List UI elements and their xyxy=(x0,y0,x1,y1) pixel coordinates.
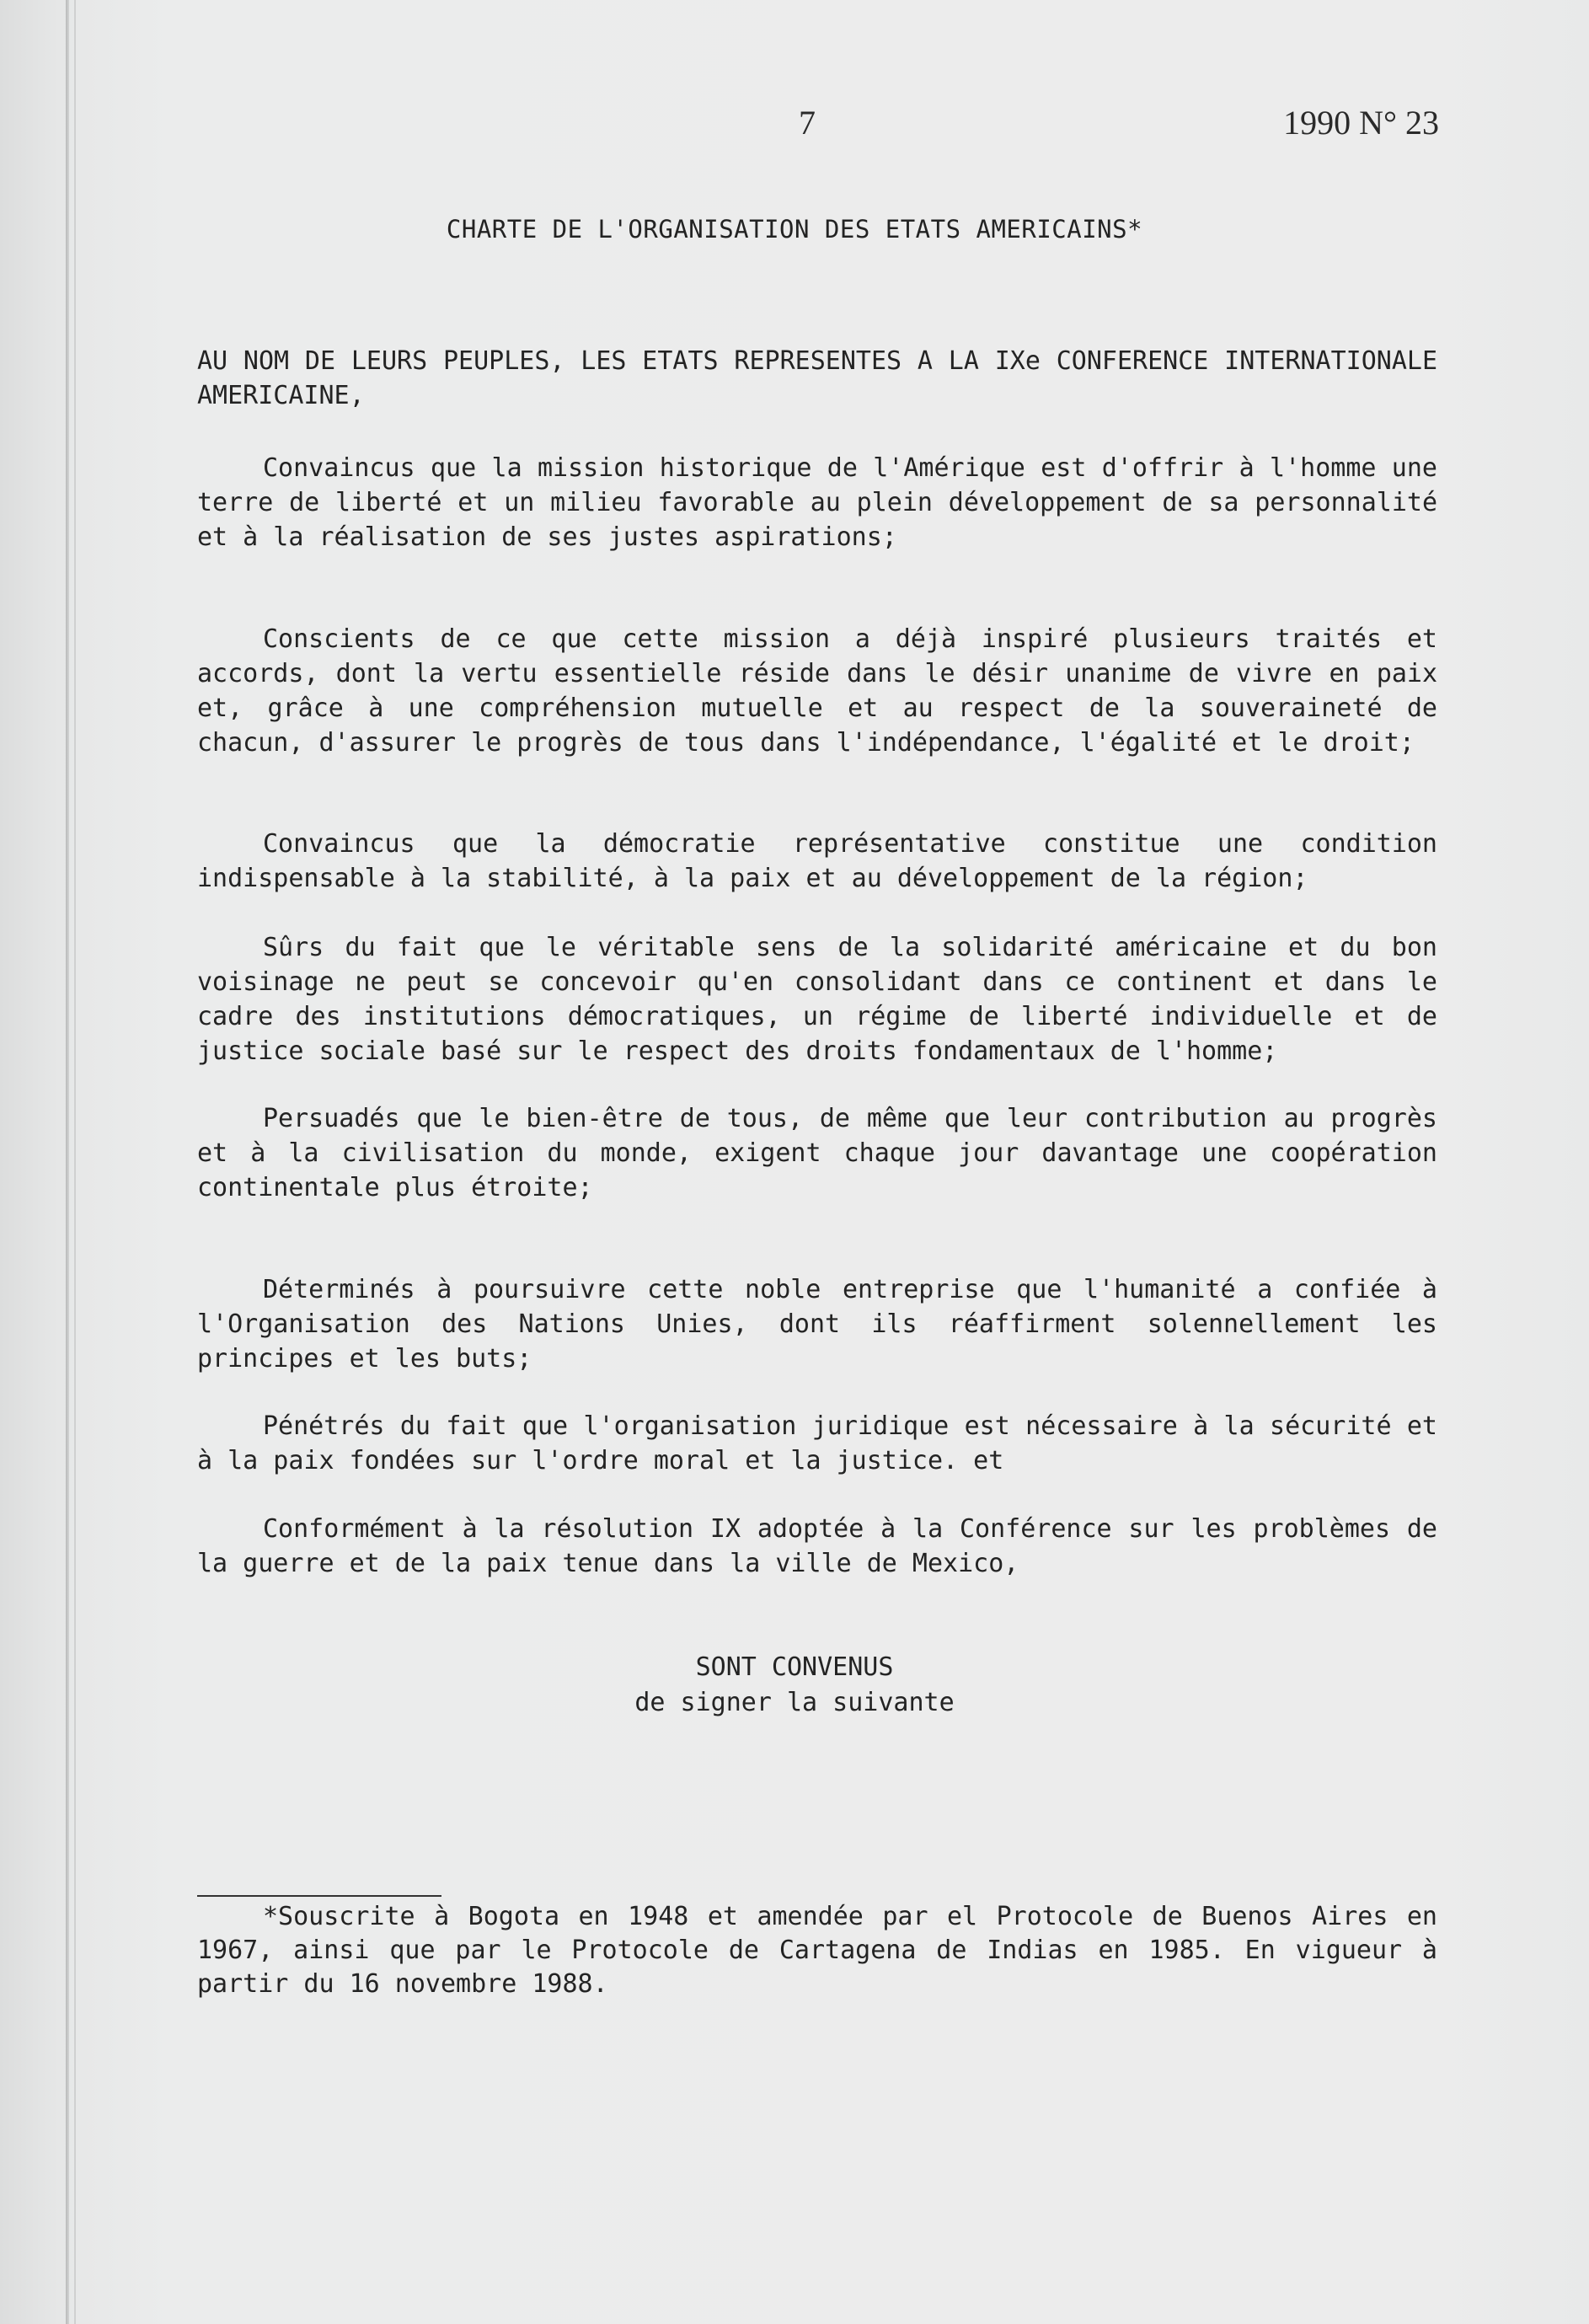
paragraph-convaincus-democratie: Convaincus que la démocratie représentative constitue une condition indispensable à la stabilité, à la paix et au développement de la région; xyxy=(197,829,1437,893)
paragraph-convaincus-mission: Convaincus que la mission historique de l'Amérique est d'offrir à l'homme une terre de liberté et un milieu favorable au plein développement de sa personnalité et à la réalisation de ses justes aspirations; xyxy=(197,453,1437,552)
footnote: *Souscrite à Bogota en 1948 et amendée par el Protocole de Buenos Aires en 1967, ainsi que par le Protocole de Cartagena de Indias en 1985. En vigueur à partir du 16 novembre 1988. xyxy=(197,1902,1437,1999)
issue-number: 1990 N° 23 xyxy=(1283,104,1439,142)
binding-edge xyxy=(66,0,69,2324)
preamble: AU NOM DE LEURS PEUPLES, LES ETATS REPRESENTES A LA IXe CONFERENCE INTERNATIONALE AMERICAINE, xyxy=(197,346,1437,410)
closing-sont-convenus: SONT CONVENUS xyxy=(695,1652,894,1682)
paragraph-penetres: Pénétrés du fait que l'organisation juridique est nécessaire à la sécurité et à la paix fondées sur l'ordre moral et la justice. et xyxy=(197,1411,1437,1475)
paragraph-persuades: Persuadés que le bien-être de tous, de même que leur contribution au progrès et à la civilisation du monde, exigent chaque jour davantage une coopération continentale plus étroite; xyxy=(197,1104,1437,1202)
paragraph-conformement: Conformément à la résolution IX adoptée à la Conférence sur les problèmes de la guerre et de la paix tenue dans la ville de Mexico, xyxy=(197,1514,1437,1578)
closing-de-signer: de signer la suivante xyxy=(634,1688,955,1717)
paragraph-conscients: Conscients de ce que cette mission a déjà inspiré plusieurs traités et accords, dont la vertu essentielle réside dans le désir unanime de vivre en paix et, grâce à une compréhension mutuelle et au respect de la souveraineté de chacun, d'assurer le progrès de tous dans l'indépendance, l'égalité et le droit; xyxy=(197,624,1437,758)
paragraph-determines: Déterminés à poursuivre cette noble entreprise que l'humanité a confiée à l'Organisation des Nations Unies, dont ils réaffirment solennellement les principes et les buts; xyxy=(197,1275,1437,1374)
page-header xyxy=(0,103,1589,145)
binding-shadow xyxy=(74,0,76,2324)
page-number: 7 xyxy=(799,104,816,142)
footnote-rule xyxy=(197,1895,441,1897)
paragraph-surs: Sûrs du fait que le véritable sens de la solidarité américaine et du bon voisinage ne peut se concevoir qu'en consolidant dans ce continent et dans le cadre des institutions démocratiques, un régime de liberté individuelle et de justice sociale basé sur le respect des droits fondamentaux de l'homme; xyxy=(197,933,1437,1066)
document-title: CHARTE DE L'ORGANISATION DES ETATS AMERICAINS* xyxy=(446,215,1143,244)
